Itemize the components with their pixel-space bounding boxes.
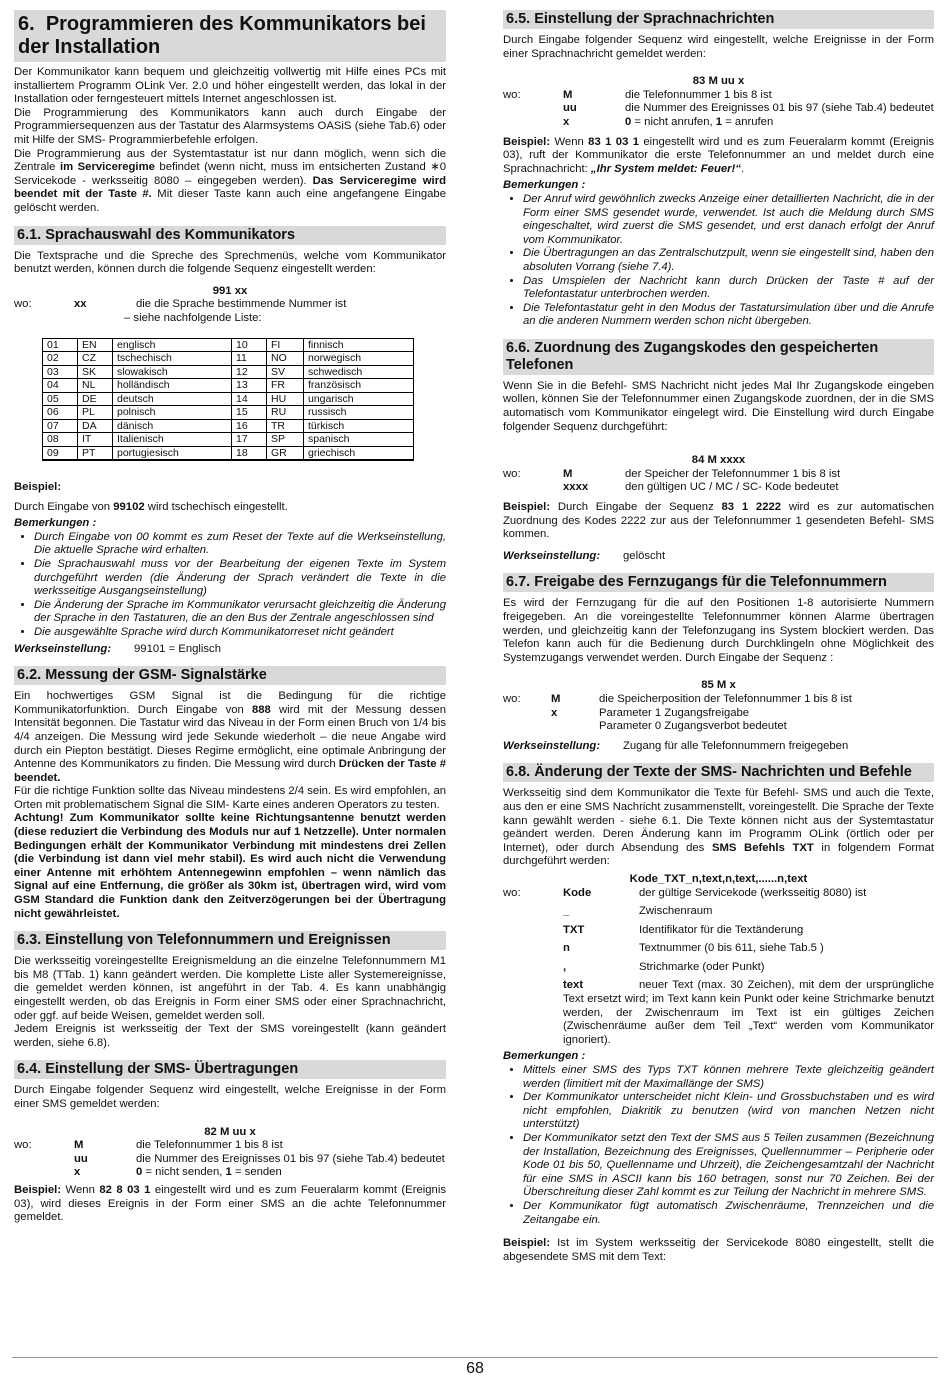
table-cell: französisch xyxy=(304,379,414,393)
table-cell: griechisch xyxy=(304,446,414,460)
definition-row: wo: M die Telefonnummer 1 bis 8 ist xyxy=(14,1139,283,1152)
table-cell: tschechisch xyxy=(113,352,232,366)
example-text: Beispiel: Ist im System werksseitig der Servicekode 8080 eingestellt, stellt die abgesendete SMS mit dem Text: xyxy=(503,1237,934,1263)
table-row xyxy=(43,446,414,460)
table-cell: Italienisch xyxy=(113,433,232,447)
definition-row: wo: xx die die Sprache bestimmende Nummer ist xyxy=(14,298,347,311)
section-6-4-text: Durch Eingabe folgender Sequenz wird eingestellt, welche Ereignisse in der Form einer SMS gemeldet werden: xyxy=(14,1084,446,1110)
table-cell: 07 xyxy=(43,419,78,433)
table-cell: CZ xyxy=(78,352,113,366)
definition-row: , Strichmarke (oder Punkt) xyxy=(563,960,765,973)
table-cell: slowakisch xyxy=(113,365,232,379)
section-heading-6-1: 6.1. Sprachauswahl des Kommunikators xyxy=(14,226,446,245)
example-text: Durch Eingabe von 99102 wird tschechisch eingestellt. xyxy=(14,500,288,513)
list-item: • Die Telefontastatur geht in den Modus der Tastatursimulation über und die Anrufe an die anderen Nummern werden schon nicht übergeben. xyxy=(523,302,934,329)
table-cell: norwegisch xyxy=(304,352,414,366)
remarks-list xyxy=(14,531,446,640)
table-cell: PL xyxy=(78,406,113,420)
table-cell: 14 xyxy=(232,392,267,406)
table-row xyxy=(43,392,414,406)
table-cell: DE xyxy=(78,392,113,406)
table-cell: 12 xyxy=(232,365,267,379)
section-6-3-paragraph-1: Die werksseitig voreingestellte Ereignismeldung an die einzelne Telefonnummern M1 bis M8 (TTab. 1) kann geändert werden. Die komplette Liste aller Systemereignisse, die gemeldet werden können, ist angeführt in der Tab. 4. Es kann unabhängig eingestellt werden, ob das Ereignis in Form einer SMS oder einer Sprachnachricht, oder ggf. auf beide Weisen, gemeldet werden soll. xyxy=(14,955,446,1022)
list-item: • Durch Eingabe von 00 kommt es zum Reset der Texte auf die Werkseinstellung, Die aktuelle Sprache wird erhalten. xyxy=(34,531,446,558)
table-cell: DA xyxy=(78,419,113,433)
table-cell: dänisch xyxy=(113,419,232,433)
definition-row: – siehe nachfolgende Liste: xyxy=(124,311,262,324)
definition-row: uu die Nummer des Ereignisses 01 bis 97 (siehe Tab.4) bedeutet xyxy=(563,102,934,115)
left-column xyxy=(14,10,446,1225)
remarks-label: Bemerkungen : xyxy=(503,179,586,192)
list-item: • Der Kommunikator unterscheidet nicht Klein- und Grossbuchstaben und es wird nicht empfohlen, Diakritik zu benutzen (wird von manchen Netzen nicht unterstützt) xyxy=(523,1091,934,1132)
footer-divider xyxy=(12,1357,938,1358)
table-cell: portugiesisch xyxy=(113,446,232,460)
list-item: • Die Sprachauswahl muss vor der Bearbeitung der eigenen Texte im System durchgeführt werden (die Änderung der Sprach verändert die Texte in die werksseitige Ausgangseinstellung) xyxy=(34,558,446,599)
section-heading-6-6: 6.6. Zuordnung des Zugangskodes den gespeicherten Telefonen xyxy=(503,339,934,375)
table-cell: EN xyxy=(78,338,113,352)
list-item: • Die Änderung der Sprache im Kommunikator verursacht gleichzeitig die Änderung der Sprache in den Tastaturen, die an den Bus der Zentrale angeschlossen sind xyxy=(34,599,446,626)
table-cell: IT xyxy=(78,433,113,447)
table-cell: türkisch xyxy=(304,419,414,433)
table-cell: 10 xyxy=(232,338,267,352)
example-text: Beispiel: Wenn 83 1 03 1 eingestellt wird und es zum Feueralarm kommt (Ereignis 03), ruft der Kommunikator die erste Telefonnummer an und meldet durch eine Sprachnachricht: „Ihr System meldet: Feuer!“. xyxy=(503,135,934,175)
table-cell: spanisch xyxy=(304,433,414,447)
table-cell: 16 xyxy=(232,419,267,433)
definition-row: wo: M die Speicherposition der Telefonnummer 1 bis 8 ist xyxy=(503,692,852,705)
section-heading-6-7: 6.7. Freigabe des Fernzugangs für die Telefonnummern xyxy=(503,573,934,592)
definition-row: TXT Identifikator für die Textänderung xyxy=(563,923,804,936)
table-cell: 11 xyxy=(232,352,267,366)
definition-row: x Parameter 1 Zugangsfreigabe xyxy=(551,706,750,719)
section-6-1-text: Die Textsprache und die Spreche des Sprechmenüs, welche vom Kommunikator benutzt werden, können durch die folgende Sequenz eingestellt werden: xyxy=(14,249,446,276)
sequence-code: Kode_TXT_n,text,n,text,......n,text xyxy=(629,872,808,885)
list-item: • Das Umspielen der Nachricht kann durch Drücken der Taste # auf der Telefontastatur unterbrochen werden. xyxy=(523,275,934,302)
intro-paragraph-2: Die Programmierung des Kommunikators kann auch durch Eingabe der Programmiersequenzen aus der Tastatur des Alarmsystems OASiS (siehe Tab.6) oder mit Hilfe der SMS- Programmierbefehle erfolgen. xyxy=(14,106,446,146)
example-text: Beispiel: Durch Eingabe der Sequenz 83 1 2222 wird es zur automatischen Zuordnung des Kodes 2222 zur aus der Telefonnummer 1 gesendeten Befehl- SMS kommen. xyxy=(503,501,934,541)
table-cell: FR xyxy=(267,379,304,393)
table-cell: 13 xyxy=(232,379,267,393)
definition-row: Parameter 0 Zugangsverbot bedeutet xyxy=(599,720,787,733)
section-6-7-text: Es wird der Fernzugang für die auf den Positionen 1-8 autorisierte Nummern freigegeben. An die voreingestellte Telefonnummer können Alarme übertragen werden, und gleichzeitig kann der Telefonzugang ins System blockiert werden. Das Telefon kann auch für die Bedienung durch Durchklingeln ohne Möglichkeit des Systemzugangs verwendet werden. Durch Eingabe der Sequenz : xyxy=(503,597,934,664)
definition-row: n Textnummer (0 bis 611, siehe Tab.5 ) xyxy=(563,942,824,955)
table-cell: TR xyxy=(267,419,304,433)
table-row xyxy=(43,406,414,420)
warning-paragraph: Achtung! Zum Kommunikator sollte keine Richtungsantenne benutzt werden (diese reduziert die Verbindung des Moduls nur auf 1 Netzzelle). Unter normalen Bedingungen erhält der Kommunikator Verbindung mit mindestens drei Zellen (die Verbindung ist dann viel mehr stabil). Es wird auch nicht die Verwendung einer Antenne mit erhöhtem Antennegewinn empfohlen – wenn nämlich das Signal auf eine Entfernung, die größer als 30km ist, übertragen wird, wird vom GSM Standard die Funktion dank den Zeitverzögerungen bei der Übertragung nicht gewährleistet. xyxy=(14,812,446,920)
table-cell: ungarisch xyxy=(304,392,414,406)
table-cell: GR xyxy=(267,446,304,460)
table-row xyxy=(43,365,414,379)
table-cell: 04 xyxy=(43,379,78,393)
table-cell: 01 xyxy=(43,338,78,352)
section-6-5-text: Durch Eingabe folgender Sequenz wird eingestellt, welche Ereignisse in der Form einer Sprachnachricht gemeldet werden: xyxy=(503,34,934,60)
definition-row: wo: M der Speicher der Telefonnummer 1 bis 8 ist xyxy=(503,467,841,480)
table-cell: SK xyxy=(78,365,113,379)
list-item: • Die ausgewählte Sprache wird durch Kommunikatorreset nicht geändert xyxy=(34,626,446,640)
table-cell: 15 xyxy=(232,406,267,420)
definition-row: xxxx den gültigen UC / MC / SC- Kode bedeutet xyxy=(563,481,839,494)
factory-setting: Werkseinstellung: Zugang für alle Telefonnummern freigegeben xyxy=(503,739,849,752)
sequence-code: 82 M uu x xyxy=(204,1125,256,1138)
table-cell: SP xyxy=(267,433,304,447)
definition-row: x 0 = nicht senden, 1 = senden xyxy=(74,1166,282,1179)
example-text: Beispiel: Wenn 82 8 03 1 eingestellt wird und es zum Feueralarm kommt (Ereignis 03), wird dieses Ereignis in der Form einer SMS an die achte Telefonnummer gemeldet. xyxy=(14,1183,446,1224)
table-cell: 09 xyxy=(43,446,78,460)
table-cell: 06 xyxy=(43,406,78,420)
table-cell: 02 xyxy=(43,352,78,366)
definition-row: wo: Kode der gültige Servicekode (werksseitig 8080) ist xyxy=(503,886,867,899)
table-cell: russisch xyxy=(304,406,414,420)
table-cell: deutsch xyxy=(113,392,232,406)
sequence-code: 85 M x xyxy=(701,679,736,692)
table-cell: schwedisch xyxy=(304,365,414,379)
example-label: Beispiel: xyxy=(14,481,62,493)
table-cell: RU xyxy=(267,406,304,420)
definition-row: wo: M die Telefonnummer 1 bis 8 ist xyxy=(503,88,772,101)
section-6-2-paragraph-1: Ein hochwertiges GSM Signal ist die Bedingung für die richtige Kommunikatorfunktion. Durch Eingabe von 888 wird mit der Messung dessen Intensität begonnen. Die Tastatur wird das Niveau in der Form einen Bruch von 1/4 bis 4/4 anzeigen. Die Messung wird jede Sekunde wiederholt – die neue Angabe wird durch ein Piepton bestätigt. Dieses Regime ermöglicht, eine optimale Anbringung der Antenne des Kommunikators zu finden. Die Messung wird durch Drücken der Taste # beendet. xyxy=(14,690,447,784)
remarks-label: Bemerkungen : xyxy=(503,1050,586,1063)
table-cell: finnisch xyxy=(304,338,414,352)
remarks-list xyxy=(503,1064,934,1227)
list-item: • Die Übertragungen an das Zentralschutzpult, wenn sie eingestellt sind, haben den absoluten Vorrang (siehe 7.4). xyxy=(523,247,934,274)
table-row xyxy=(43,433,414,447)
page-number: 68 xyxy=(466,1360,484,1377)
factory-setting: Werkseinstellung: 99101 = Englisch xyxy=(14,642,221,655)
definition-row: _ Zwischenraum xyxy=(563,905,713,918)
section-heading-6-2: 6.2. Messung der GSM- Signalstärke xyxy=(14,666,446,685)
section-6-8-text: Werksseitig sind dem Kommunikator die Texte für Befehl- SMS und auch die Texte, aus den er eine SMS Nachricht zusammenstellt, voreingestellt. Die Sprache der Texte kann gewählt werden - siehe 6.1. Die Texte können nicht aus der Systemtastatur geändert werden. Deren Änderung kann im Programm OLink (örtlich oder per Internet), oder durch Absendung des SMS Befehls TXT in folgendem Format durchgeführt werden: xyxy=(503,787,934,868)
remarks-label: Bemerkungen : xyxy=(14,517,97,530)
table-cell: NO xyxy=(267,352,304,366)
table-cell: 05 xyxy=(43,392,78,406)
chapter-heading: 6. Programmieren des Kommunikators bei der Installation xyxy=(14,10,446,62)
remarks-list xyxy=(503,193,934,329)
table-cell: holländisch xyxy=(113,379,232,393)
table-row xyxy=(43,379,414,393)
definition-row: uu die Nummer des Ereignisses 01 bis 97 (siehe Tab.4) bedeutet xyxy=(74,1152,445,1165)
list-item: • Mittels einer SMS des Typs TXT können mehrere Texte gleichzeitig geändert werden (limitiert mit der Maximallänge der SMS) xyxy=(523,1064,934,1091)
table-cell: 18 xyxy=(232,446,267,460)
intro-paragraph-1: Der Kommunikator kann bequem und gleichzeitig vollwertig mit Hilfe eines PCs mit installiertem Programm OLink Ver. 2.0 und höher eingestellt werden, das lokal in der Installation oder ferngesteuert mittels Internet angeschlossen ist. xyxy=(14,66,446,106)
section-6-3-paragraph-2: Jedem Ereignis ist werksseitig der Text der SMS voreingestellt (kann geändert werden, siehe 6.8). xyxy=(14,1023,446,1049)
list-item: • Der Kommunikator fügt automatisch Zwischenräume, Trennzeichen und die Zeitangabe ein. xyxy=(523,1200,934,1227)
section-6-6-text: Wenn Sie in die Befehl- SMS Nachricht nicht jedes Mal Ihr Zugangskode eingeben wollen, können Sie der Telefonnummer einen Zugangskode zuordnen, der in die SMS automatisch vom Kommunikator eingelegt wird. Die Einstellung wird durch Eingabe folgender Sequenz durchgeführt: xyxy=(503,379,934,433)
table-cell: SV xyxy=(267,365,304,379)
table-row xyxy=(43,338,414,352)
list-item: • Der Anruf wird gewöhnlich zwecks Anzeige einer detaillierten Nachricht, die in der Form einer SMS gesendet wurde, verwendet. Ist auch die Meldung durch SMS eingeschaltet, wird zuerst die SMS gesendet, und erst danach erfolgt der Anruf vom Kommunikator. xyxy=(523,193,934,247)
sequence-code: 991 xx xyxy=(212,284,248,297)
intro-paragraph-3: Die Programmierung aus der Systemtastatur ist nur dann möglich, wenn sich die Zentrale im Serviceregime befindet (wenn nicht, muss im entsicherten Zustand ∗0 Servicekode - werksseitig 8080 – eingegeben werden). Das Serviceregime wird beendet mit der Taste #. Mit dieser Taste kann auch eine angefangene Eingabe gelöscht werden. xyxy=(14,147,446,214)
table-row xyxy=(43,352,414,366)
table-cell: HU xyxy=(267,392,304,406)
list-item: • Der Kommunikator setzt den Text der SMS aus 5 Teilen zusammen (Bezeichnung der Installation, Bezeichnung des Ereignisses, Quellennummer – Peripherie oder Kode 01 bis 50, Quellenname und Uhrzeit), die Zeichengesamtzahl der Nachricht für eine SMS in ASCII kann bis 160 betragen, sonst nur 70 Zeichen. Bei der Überschreitung dieser Zahl kommt es zur Teilung der Nachricht in mehrere SMS. xyxy=(523,1132,934,1200)
sequence-code: 83 M uu x xyxy=(692,75,745,88)
definition-row: x 0 = nicht anrufen, 1 = anrufen xyxy=(563,115,774,128)
definition-row: text neuer Text (max. 30 Zeichen), mit dem der ursprüngliche Text ersetzt wird; im Text kann kein Punkt oder keine Strichmarke benutzt werden, der Zwischenraum im Text ist ein gültiges Zeichen (Zwischenräume außer dem Teil „Text“ werden vom Kommunikator ignoriert). xyxy=(563,979,934,1046)
table-cell: FI xyxy=(267,338,304,352)
factory-setting: Werkseinstellung: gelöscht xyxy=(503,549,666,562)
section-6-2-paragraph-2: Für die richtige Funktion sollte das Niveau mindestens 2/4 sein. Es wird empfohlen, an Orten mit problematischem Signal die SIM- Karte eines anderen Operators zu testen. xyxy=(14,785,447,811)
table-cell: 17 xyxy=(232,433,267,447)
table-cell: englisch xyxy=(113,338,232,352)
table-cell: NL xyxy=(78,379,113,393)
section-heading-6-5: 6.5. Einstellung der Sprachnachrichten xyxy=(503,10,934,29)
section-heading-6-8: 6.8. Änderung der Texte der SMS- Nachrichten und Befehle xyxy=(503,763,934,782)
table-row xyxy=(43,419,414,433)
right-column xyxy=(503,10,934,1264)
table-cell: 03 xyxy=(43,365,78,379)
table-cell: PT xyxy=(78,446,113,460)
table-cell: polnisch xyxy=(113,406,232,420)
section-heading-6-4: 6.4. Einstellung der SMS- Übertragungen xyxy=(14,1060,446,1079)
section-heading-6-3: 6.3. Einstellung von Telefonnummern und Ereignissen xyxy=(14,931,446,950)
table-cell: 08 xyxy=(43,433,78,447)
sequence-code: 84 M xxxx xyxy=(691,454,746,467)
language-table xyxy=(42,338,414,462)
